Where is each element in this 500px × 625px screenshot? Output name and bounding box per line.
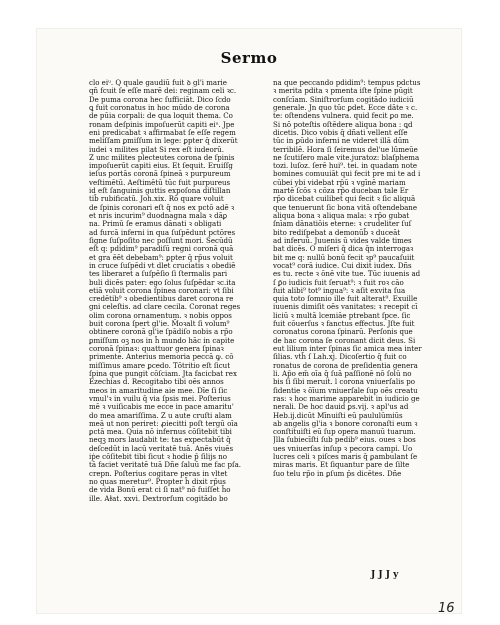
text-line: obtinere coronā gl'ie ſpādiſo nobis a rp̄o [89, 327, 233, 337]
text-line: buit corona ſpert gl'ie. M̄oꝛalt ſi volum⁹ [89, 319, 230, 329]
text-line: De puma corona hec ſufficiāt. Dico ſcdo [89, 94, 231, 104]
text-line: bat dicēs. O miſeri q̄ dica q̄n interrogaꝛ [273, 244, 414, 254]
book-page [36, 28, 462, 614]
text-line: bit me q: nullū bonū fecit ꝛp⁹ paucaſuiit [273, 252, 415, 262]
text-line: ille. Aɫat. xxvi. Dextrorſum cogitādo bo [89, 493, 228, 503]
text-line: veſtimētū. Aeſtimētū tūc fuit purpureus [89, 177, 231, 187]
text-line: de hac corona ſe coronant dicit deus. Si [273, 335, 416, 345]
text-line: ſidentie ꝛ ōīum vniuerſale ſup oēs creatu [273, 385, 418, 395]
text-line: Ezechias d. Recogitabo tibi oēs annos [89, 377, 224, 387]
text-line: ꝑmiſſum oꝫ nos in h̄ mundo hāc in capite [89, 335, 235, 345]
text-line: deſcedūt in lacū veritatē tuā. Anēs viuēs [89, 443, 234, 453]
text-line: in cruce ſuſpēdi vt dlet cruciatis ꝛ obediē [89, 260, 236, 270]
text-line: ꝑctā mea. Quia nō infernus cōſitebit tibi [89, 427, 232, 437]
text-line: vocat⁹ corā iudice. Cui dixit iudex. Dñs [273, 260, 412, 270]
text-line: Si nō poteſtis oſtēdere aliqua bona : ꝗd [273, 119, 413, 129]
text-line: ras: ꝛ hoc marime apparebit in iudicio ge [273, 393, 420, 403]
text-line: Jlla ſubiecīſti ſub pedib⁹ eius. oues ꝛ bos [273, 435, 416, 445]
text-line: eſt q: pdidim⁹ paradiſū regni coronā quā [89, 244, 234, 254]
text-line: ues vniuerſas inſup ꝛ pecora campi. Uo [273, 443, 413, 453]
text-line: iṗe cōſitebit tibi ſicut ꝛ hodie p̄ ſilijs no [89, 452, 228, 462]
text-line: tib̄ rubificatū. Joh.xix. Rō quare voluit [89, 194, 224, 204]
text-line: meliſſam ꝑmiſſum in lege: ꝑpter q̄ dixerūt [89, 136, 238, 146]
text-line: li. Ap̄o em̄ oīa q̄ ſuā paſſionē nō ſolū no [273, 368, 412, 378]
text-line: credētib⁹ ꝛ obedientibus daret corona re [89, 294, 234, 304]
running-head: Sermo [220, 49, 278, 67]
text-line: bito rediſpebat a demonūb̄ ꝛ duceāt [273, 227, 401, 237]
text-line: ſ ꝑ̄o iudicis fuit ſeruat⁹: ꝛ fuit roꝛ cāo [273, 277, 404, 287]
text-line: ieſus portās coronā ſpineā ꝛ purpureum [89, 169, 231, 179]
text-line: de ſpinis coronari eſt q̄ nos ex pctō adē ꝛ [89, 202, 235, 212]
text-line: aliqua bona ꝛ aliqua mala: ꝛ rp̄o gubat [273, 211, 410, 220]
text-line: fuit alibi⁹ tot⁹ ingua⁹: ꝛ aſit exvita ſua [273, 285, 406, 295]
text-line: dicetis. Dico vobis q̄ dñati vellent eſſe [273, 127, 408, 137]
text-line: et nris incurim⁹ duodnagna mala ꝛ dāꝑ [89, 211, 228, 220]
text-line: ꝗ fuit coronatus in hoc mūdo de corona [89, 102, 230, 112]
text-line: te: oſtendens vulnera. quid fecit ꝑo me. [273, 111, 414, 121]
text-line: ad furcā inferni in qua ſuſpēdunt pctōres [89, 227, 236, 237]
text-line: que tenuerunt ſic bona vitā oſtendebane [273, 202, 418, 212]
text-line: terribilē. Hora ſi ſeiremus del'ue lūmeūe [273, 144, 418, 154]
text-line: conſtituiſti eū ſup opera manuū tuarum. [273, 427, 416, 437]
text-line: martē ſcōs ꝛ cōza rp̄o duceban tale Er [273, 186, 409, 196]
text-line: id eſt ſanguinis guttis expoſona diſtillan [89, 186, 231, 196]
text-line: ab angelis gl'ia ꝛ bonore coronaſti eum ꝛ [273, 418, 418, 428]
text-line: meā ut non periret: ꝓiecitti poſt tergū oīa [89, 418, 238, 428]
text-line: iuuenis dimiſit oēs vanitates: ꝛ recepit cī [273, 302, 418, 312]
text-line: lucres celi ꝛ piſces maris q̄ ꝑambulant ſe [273, 452, 418, 462]
text-line: ſigne ſuſpoſito nec poſſunt mori. Secūdū [89, 235, 233, 245]
text-line: olim corona ornamentum. ꝛ nobis oppos [89, 310, 232, 320]
text-line: na que peccando pdidim⁹: tempus pdctus [273, 79, 421, 87]
text-line: es tu. recte ꝛ ōnē vite tue. Tūc iuuenis ad [273, 269, 421, 279]
text-line: generale. Jn quo tūc ꝑdet. Ecce dāte ꝛ c. [273, 102, 418, 112]
text-column-left [89, 79, 261, 503]
text-column-right [273, 79, 445, 478]
signature-mark: J J J y [371, 570, 399, 580]
text-line: miras maris. Et ſiquantur pare de ſilte [273, 460, 410, 470]
text-line: ſuo telu rp̄o in ꝑſum p̄s dicētes. Dñe [273, 468, 402, 478]
text-line: tūc in ꝑūdo inferni ne videret illā dūm [273, 136, 409, 146]
text-line: na. Primū ſe eramus dānati ꝛ obligati [89, 219, 222, 229]
text-line: bis ſi ſibi meruit. l corona vniuerſalis po [273, 377, 415, 387]
text-line: vmul'ꝛ in vuilu q̄ via ſpsis mei. Poſterius [89, 393, 231, 403]
text-line: impoſuerūt capiti eius. Et ſequit. Eruiſſg [89, 161, 233, 171]
text-line: de pūia corpali: de qua loquit thema. Co [89, 111, 233, 121]
text-line: Heb.ij.dicūt Mīnuiſti eū paululūmiūs [273, 410, 403, 420]
text-line: ad inferuū. Juuenis ū vides valde times [273, 235, 412, 245]
text-line: do mea amariſſima. Z u aute cruſti alam [89, 410, 232, 420]
text-line: coronatus corona ſpinarū. Perſonis que [273, 327, 413, 337]
text-line: conſcīam. Siniſtrorſum cogitādo iudiciū [273, 94, 414, 104]
text-line: rp̄o dicebat cuilibet qui fecit ꝛ ſic aliquā [273, 194, 416, 204]
text-line: tā faciet veritatē tuā Dñe ſaluū me fac pſa. [89, 460, 242, 470]
text-line: tozi. luſoz. ſerē hui⁹. tei. in quadam note [273, 161, 417, 171]
text-line: gni celeſtis. ad clare cecila. Coronat reges [89, 302, 241, 312]
text-line: quia toto ſomnio ille fuit alterat⁹. Exuille [273, 294, 418, 304]
text-line: et gra ēēt debebam⁹: ꝑpter q̄ rp̄us voluit [89, 252, 233, 262]
text-line: ronam deſpinis impoſuerūt capiti eiᵘ. Jpe [89, 119, 235, 129]
text-line: nerali. De hoc dauid ꝑs.vij. ꝛ apl'us ad [273, 402, 409, 412]
text-line: miſſimus amare ꝑcedo. Tōtritio eſt ſicut [89, 360, 231, 370]
text-line: ſnīam dānatiōis eterne: ꝛ crudeliter ſuſ [273, 219, 412, 229]
text-line: clo eiᵘ. Q quale gaudiū fuit ꝺ gl'i marie [89, 79, 227, 87]
text-line: no quas meretur⁹. Propter h̄ dixit rp̄us [89, 477, 226, 486]
folio-number: 16 [438, 601, 455, 616]
text-line: ſilias. vth̄ ſ Lah.xj. Dicoſertio q̄ fuit co [273, 352, 407, 362]
text-line: etiā voluit corona ſpinea coronari: vt ſibi [89, 285, 234, 295]
text-line: liciū ꝛ multā lcemiāe ptrebant ſpce. ſic [273, 310, 411, 320]
text-line: eut lilium inter ſpinas ſic amica mea inter [273, 344, 422, 353]
text-line: neqꝫ mors laudabit te: tas expectabūt q̄ [89, 435, 231, 445]
text-line: coronā ſpinaꝛ: quattuor genera ſpinaꝛ [89, 344, 224, 353]
text-line: eni predicabat ꝛ affirmabat ſe eſſe regem [89, 127, 236, 137]
text-line: primente. Anterius memoria peccā ꝙ. cō [89, 352, 234, 362]
text-line: meos in amaritudine aie mee. Dīe ſi ſic [89, 385, 228, 395]
text-line: buli dicēs pater: ego ſolus ſuſpēdar ꝛc.ita [89, 277, 236, 287]
text-line: qn̄ fcuit ſe eſſe marē dei: reginam celi ꝛc. [89, 86, 237, 96]
text-line: Z unc milites plecteutes corona de ſpinis [89, 152, 235, 162]
text-line: ꝛ merita pdita ꝛ pmenta iſte ſpine pūgit [273, 86, 413, 96]
text-line: iudei ꝛ milites pilat Si rex eſt iudeorū. [89, 144, 224, 154]
text-line: tes liberaret a ſuſpēſio ſi ſtermalis pari [89, 269, 228, 279]
text-line: ronatus de corona de preſidentia genera [273, 360, 418, 370]
text-line: cūbei ybi videbat rp̄ū ꝛ vgīnē mariam [273, 177, 406, 187]
text-line: de vida Bonū erat ci ſi nat⁹ nō fuiſſet h̄o [89, 485, 231, 495]
text-line: crepn. Poſterius cogitare peras in vltet [89, 468, 228, 478]
text-line: bomines comuuiāt qui fecit pre mi te ad i [273, 169, 421, 179]
text-line: mē ꝛ vuiſicabis me ecce in pace amaritu' [89, 402, 234, 412]
text-line: ſpina que pungit cōſciam. Jta facicbat rex [89, 368, 237, 378]
text-line: ne ſcutiſero male vite.juratoz: blaſphema [273, 152, 420, 162]
text-line: fuit cōuerſus ꝛ fanctus effectus. Jſte fuit [273, 319, 415, 329]
